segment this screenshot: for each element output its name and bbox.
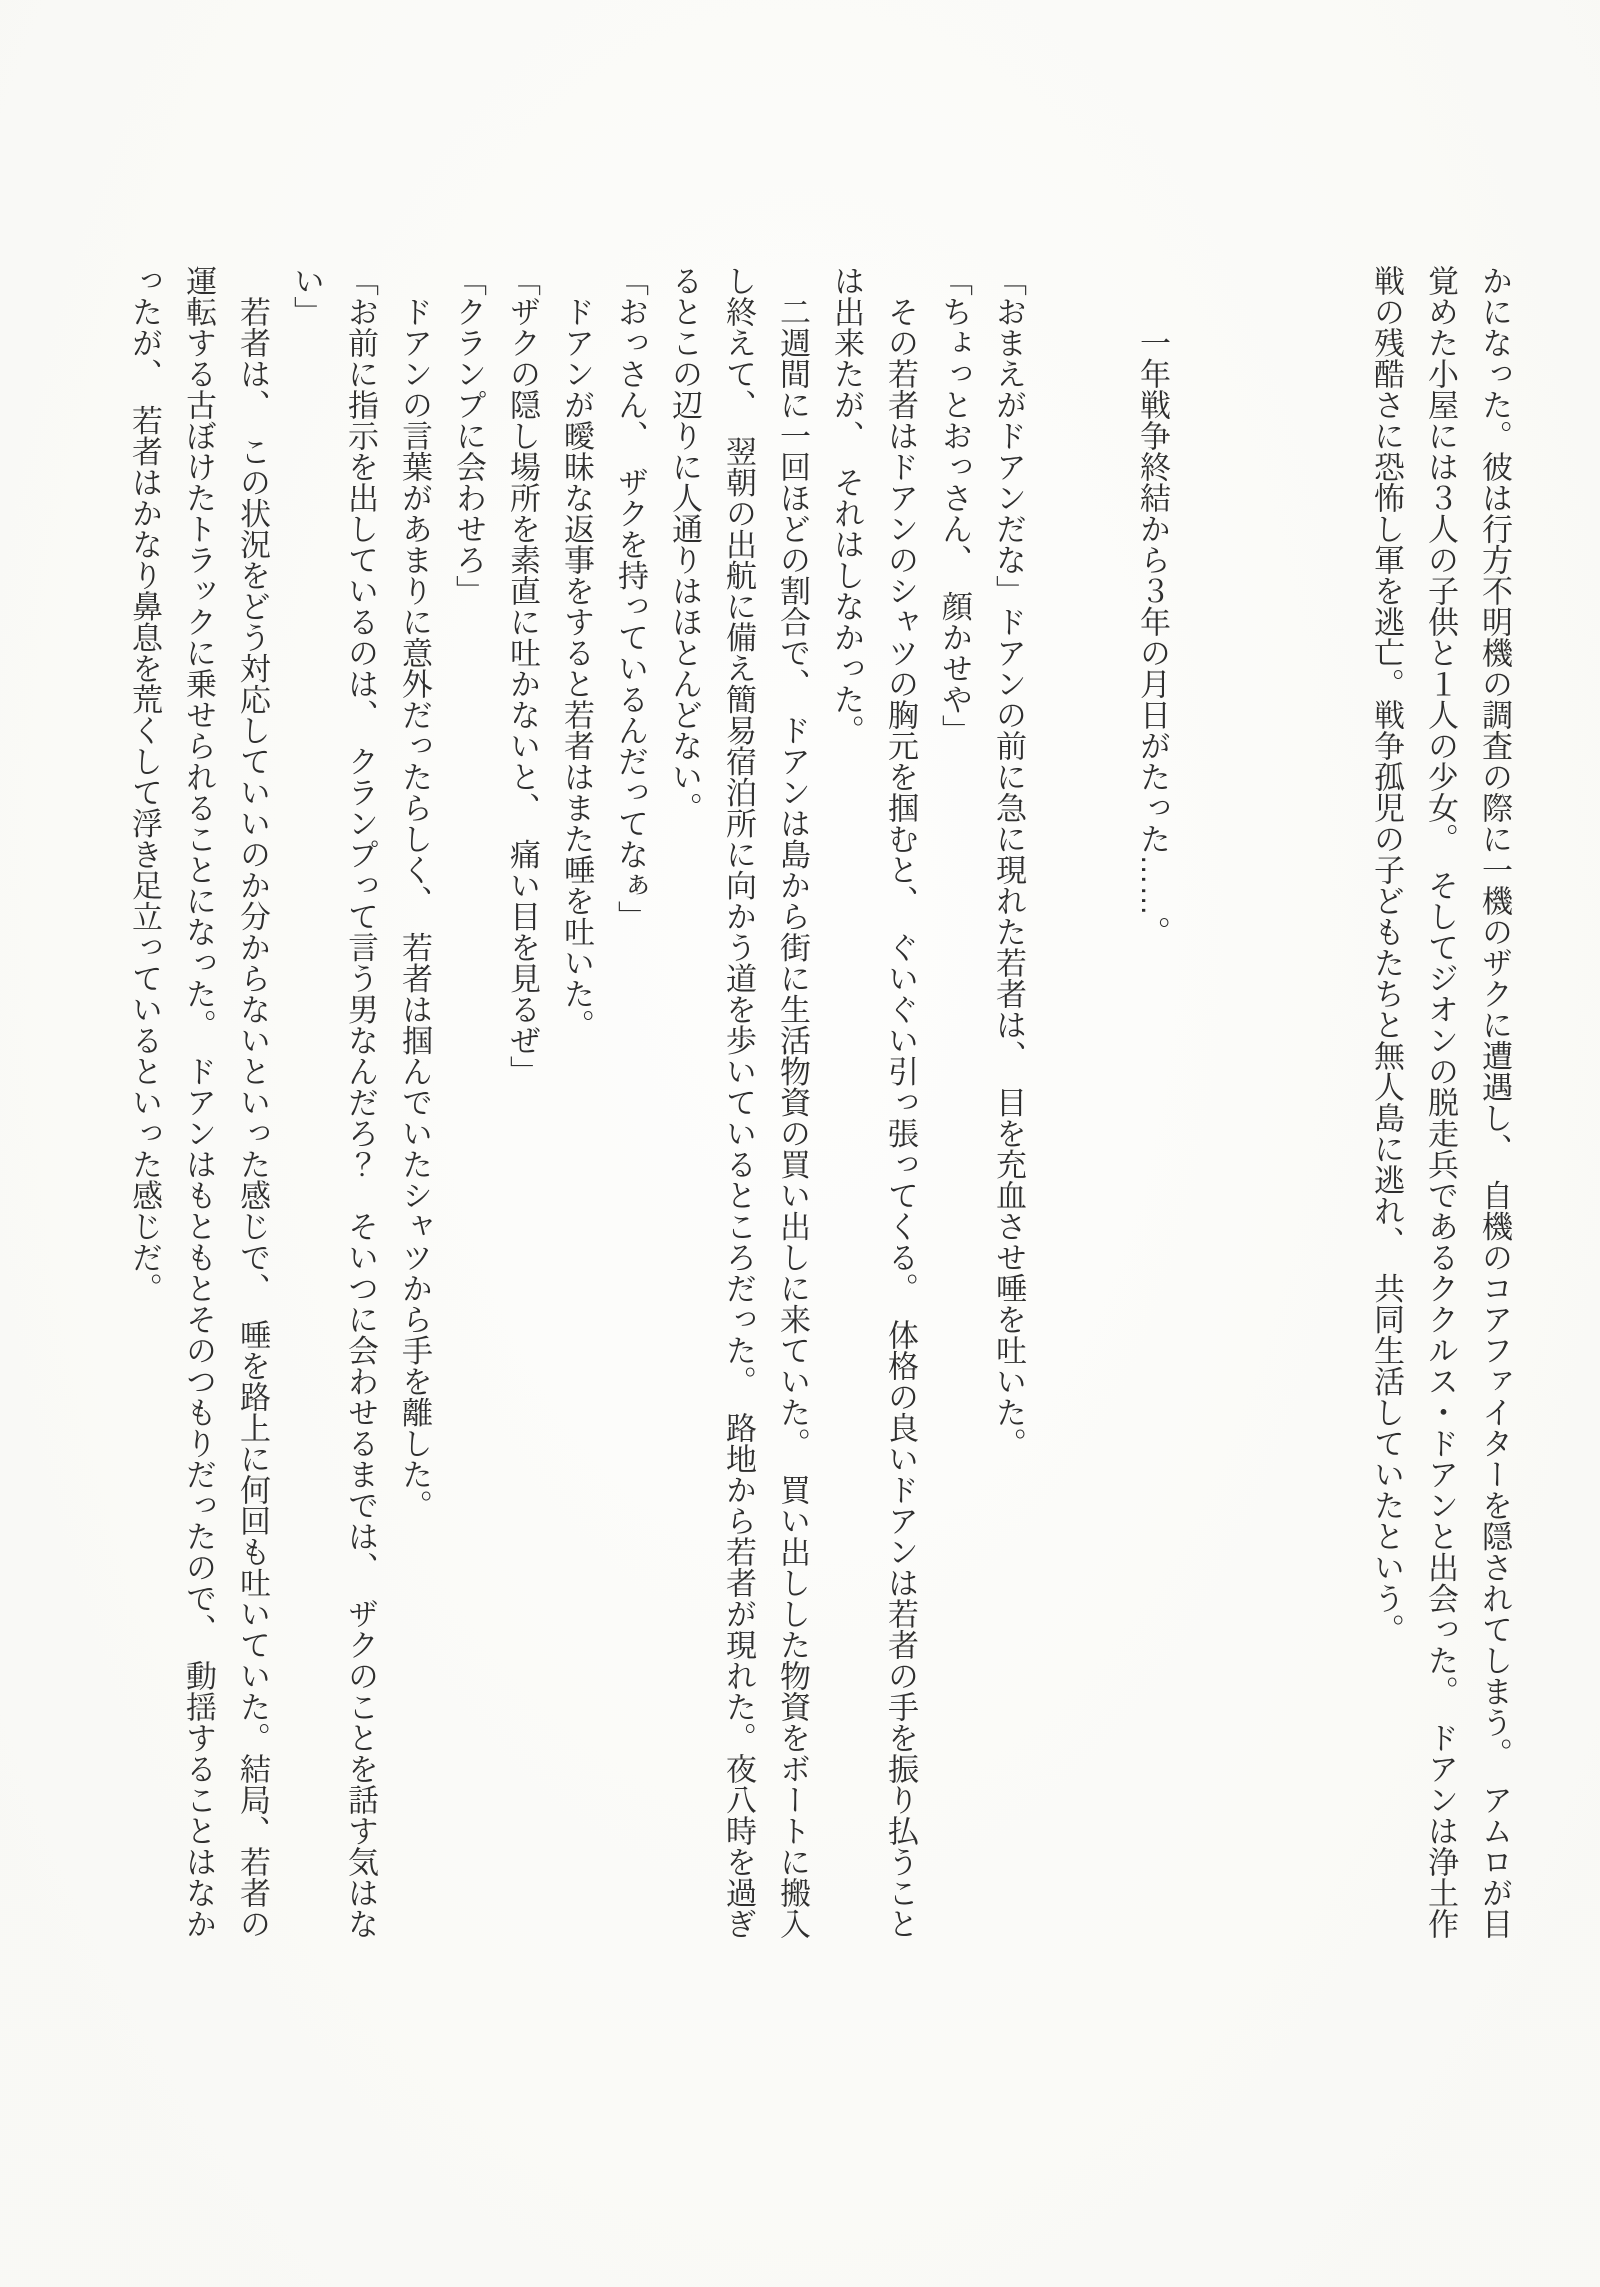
- narration-paragraph: 二週間に一回ほどの割合で、 ドアンは島から街に生活物資の買い出しに来ていた。 買い出しした物資をボートに搬入し終えて、 翌朝の出航に備え簡易宿泊所に向かう道を歩いているところだった。 路地から若者が現れた。夜八時を過ぎるとこの辺りに人通りはほとんどない。: [667, 265, 810, 1939]
- vertical-text-flow: [117, 265, 1521, 1970]
- opening-paragraph: 一年戦争終結から３年の月日がたった……。: [1135, 265, 1170, 947]
- narration-paragraph: 若者は、 この状況をどう対応していいのか分からないといった感じで、 唾を路上に何回も吐いていた。結局、若者の運転する古ぼけたトラックに乗せられることになった。 ドアンはもともとそのつもりだったので、 動揺することはなかったが、 若者はかなり鼻息を荒くして浮き足立っているといった感じだ。: [127, 265, 270, 1939]
- dialogue-paragraph: 「お前に指示を出しているのは、 クランプって言う男なんだろ？ そいつに会わせるまでは、 ザクのことを話す気はない」: [289, 265, 378, 1939]
- dialogue-paragraph: 「おまえがドアンだな」ドアンの前に急に現れた若者は、 目を充血させ唾を吐いた。: [991, 265, 1026, 1459]
- dialogue-paragraph: 「クランプに会わせろ」: [451, 265, 486, 606]
- dialogue-paragraph: 「おっさん、 ザクを持っているんだってなぁ」: [613, 265, 648, 932]
- dialogue-paragraph: 「ちょっとおっさん、 顔かせや」: [937, 265, 972, 746]
- synopsis-paragraph: かになった。彼は行方不明機の調査の際に一機のザクに遭遇し、 自機のコアファイターを隠されてしまう。 アムロが目覚めた小屋には３人の子供と１人の少女。 そしてジオンの脱走兵であるククルス・ドアンと出会った。 ドアンは浄土作戦の残酷さに恐怖し軍を逃亡。戦争孤児の子どもたちと無人島に逃れ、 共同生活していたという。: [1369, 265, 1512, 1939]
- dialogue-paragraph: 「ザクの隠し場所を素直に吐かないと、 痛い目を見るぜ」: [505, 265, 540, 1087]
- narration-paragraph: ドアンが曖昧な返事をすると若者はまた唾を吐いた。: [559, 265, 594, 1040]
- narration-paragraph: その若者はドアンのシャツの胸元を掴むと、 ぐいぐい引っ張ってくる。 体格の良いドアンは若者の手を振り払うことは出来たが、 それはしなかった。: [829, 265, 918, 1939]
- narration-paragraph: ドアンの言葉があまりに意外だったらしく、 若者は掴んでいたシャツから手を離した。: [397, 265, 432, 1521]
